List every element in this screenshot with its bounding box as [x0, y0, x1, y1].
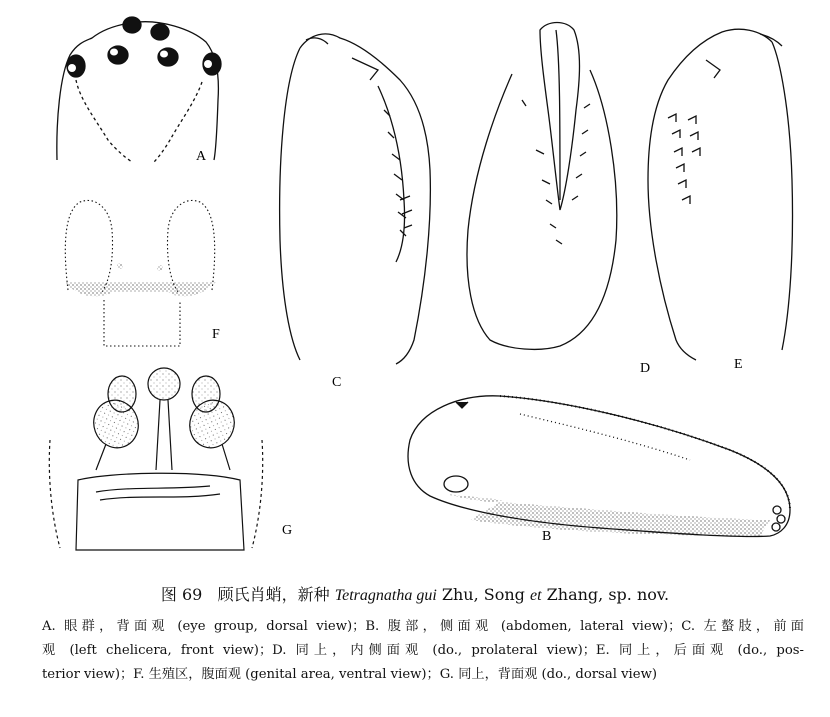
panel-e-chelicera-posterior [648, 29, 793, 360]
panel-label-g: G [282, 523, 293, 538]
caption-authors-a: Zhu, Song [441, 585, 525, 604]
panel-label-c: C [332, 375, 342, 390]
figure-caption [0, 584, 830, 607]
panel-d-chelicera-prolateral [467, 23, 617, 350]
panel-g-genital-dorsal [49, 368, 262, 550]
panel-label-e: E [734, 357, 743, 372]
legend-line-3: terior view)；F. 生殖区，腹面观 (genital area, ventral view)；G. 同上，背面观 (do., dorsal view) [42, 667, 658, 682]
panel-b-abdomen-lateral [408, 396, 790, 537]
legend-line-1: A. 眼群，背面观 (eye group, dorsal view)；B. 腹部，侧面观 (abdomen, lateral view)；C. 左螯肢，前面 [42, 619, 804, 634]
panel-label-d: D [640, 361, 651, 376]
panel-a-eye-group [57, 17, 221, 162]
figure-legend [42, 615, 804, 687]
species-name: Tetragnatha gui [334, 587, 437, 604]
panel-c-chelicera-front [280, 34, 431, 364]
caption-et: et [530, 587, 542, 604]
panel-f-genital-ventral [64, 200, 216, 346]
panel-label-f: F [212, 327, 220, 342]
legend-line-2: 观 (left chelicera, front view)；D. 同上，内侧面观 (do., prolateral view)；E. 同上，后面观 (do., pos- [42, 643, 804, 658]
figure-number: 图 69 [160, 585, 203, 604]
panel-label-a: A [196, 149, 207, 164]
caption-chinese-title: 顾氏肖蛸，新种 [217, 585, 330, 604]
caption-authors-b: Zhang, sp. nov. [546, 585, 670, 604]
panel-label-b: B [542, 529, 552, 544]
